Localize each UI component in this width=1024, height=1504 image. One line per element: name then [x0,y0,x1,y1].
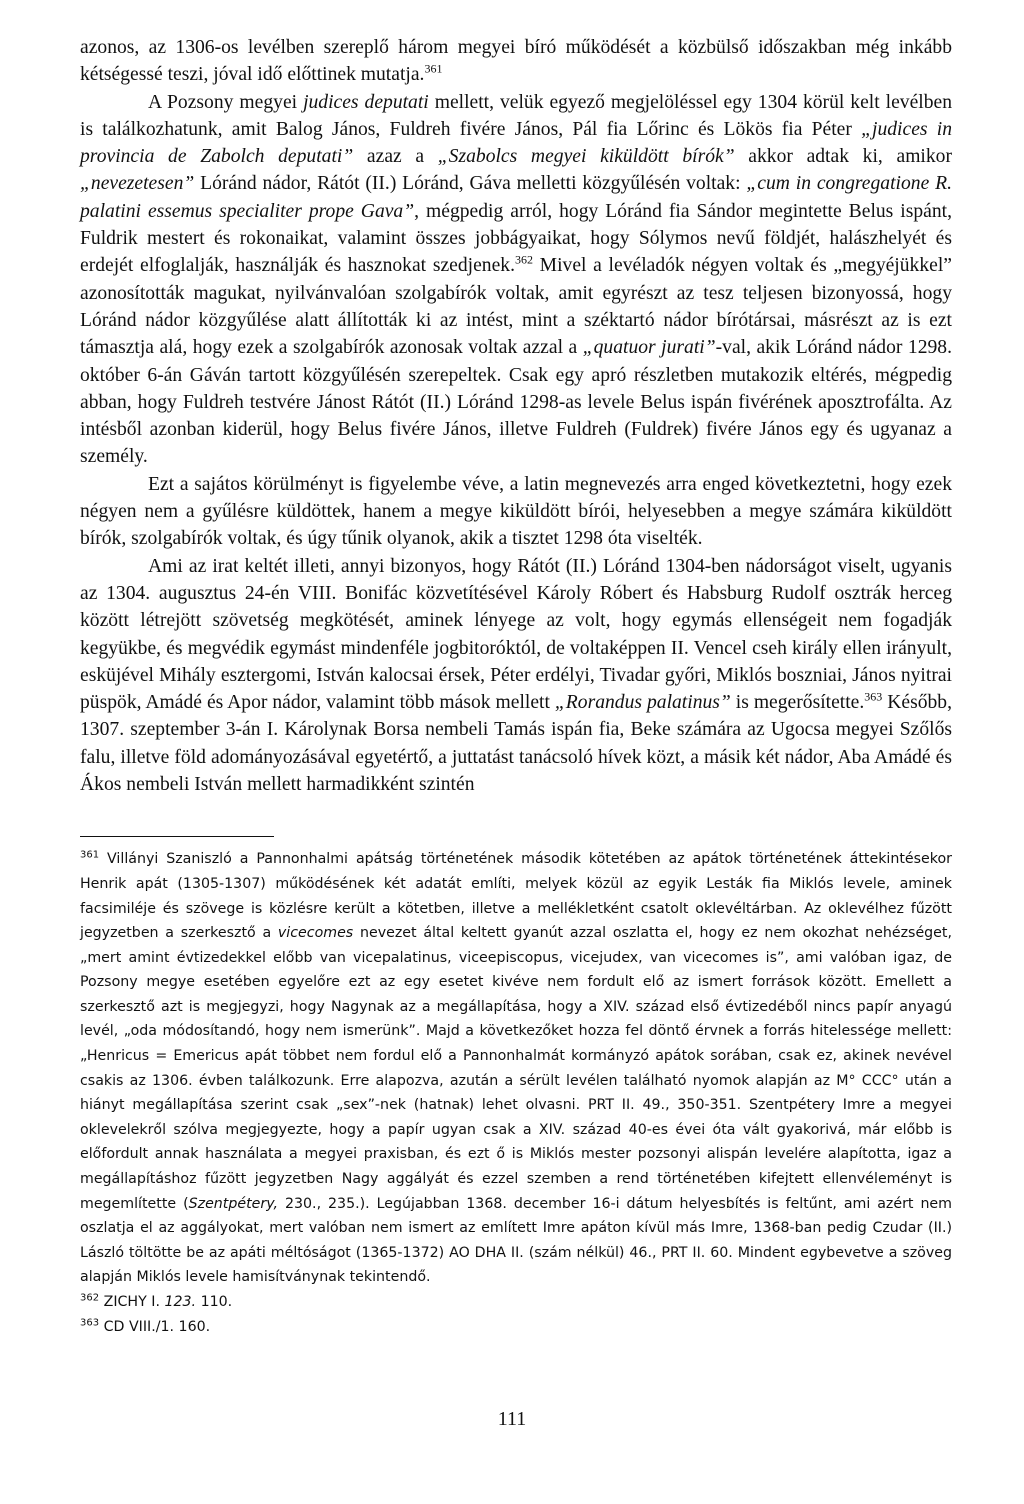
paragraph-3: Ezt a sajátos körülményt is figyelembe véve, a latin megnevezés arra enged következtetni, hogy ezek négyen nem a gyűlésre küldöttek, hanem a megye kiküldött bírói, helyesebben a megye számára kiküldött bírók, szolgabírók voltak, és úgy tűnik olyanok, akik a tisztet 1298 óta viselték. [80,473,952,550]
paragraph-2: A Pozsony megyei judices deputati mellett, velük egyező megjelöléssel egy 1304 körül kelt levélben is találkozhatunk, amit Balog János, Fuldreh fivére János, Pál fia Lőrinc és Lökös fia Péter „judices in provincia de Zabolch deputati” azaz a „Szabolcs megyei kiküldött bírók” akkor adtak ki, amikor „nevezetesen” Lóránd nádor, Rátót (II.) Lóránd, Gáva melletti közgyűlésén voltak: „cum in congregatione R. palatini essemus specialiter prope Gava”, mégpedig arról, hogy Lóránd fia Sándor megintette Belus ispánt, Fuldrik mestert és rokonaikat, valamint összes jobbágyaikat, hogy Sólymos nevű földjét, halászhelyét és erdejét elfoglalják, használják és hasznokat szedjenek.$^{362}$ Mivel a levéladók négyen voltak és „megyéjükkel” azonosították magukat, nyilvánvalóan szolgabírók voltak, amit egyrészt az tesz teljesen bizonyossá, hogy Lóránd nádor közgyűlése alatt állították ki az intést, mint a széktartó nádor bírótársai, másrészt az is ezt támasztja alá, hogy ezek a szolgabírók azonosak voltak azzal a „quatuor jurati”-val, akik Lóránd nádor 1298. október 6-án Gáván tartott közgyűlésén szerepeltek. Csak egy apró részletben mutakozik eltérés, mégpedig abban, hogy Fuldreh testvére Jánost Rátót (II.) Lóránd 1298-as levele Belus ispán fivérének aposztrofálta. Az intésből azonban kiderül, hogy Belus fivére János, illetve Fuldreh (Fuldrek) fivére János egy és ugyanaz a személy. [80,91,953,468]
paragraph-1: azonos, az 1306-os levélben szereplő három megyei bíró működését a közbülső időszakban még inkább kétségessé teszi, jóval idő előttinek mutatja.$^{361}$ [80,37,952,86]
footnote-divider [80,836,274,837]
footnote-363: $^{363}$ CD VIII./1. 160. [80,1316,211,1335]
main-text [80,34,952,798]
footnote-361: $^{361}$ Villányi Szaniszló a Pannonhalmi apátság történetének második kötetében az apátok történetének áttekintésekor Henrik apát (1305-1307) működésének két adatát említi, melyek közül az egyik Lesták fia Miklós levele, aminek facsimiléje és szövege is közlésre került a kötetben, illetve a mellékletként csatolt oklevéltárban. Az oklevélhez fűzött jegyzetben a szerkesztő a vicecomes nevezet által keltett gyanút azzal oszlatta el, hogy ez nem okozhat nehézséget, „mert amint évtizedekkel előbb van vicepalatinus, viceepiscopus, vicejudex, van vicecomes is”, ami valóban igaz, de Pozsony megye esetében egyelőre ezt az egy esetet kivéve nem fordult elő az ismert források között. Emellett a szerkesztő azt is megjegyzi, hogy Nagynak az a megállapítása, hogy a XIV. század első évtizedéből nincs papír anyagú levél, „oda módosítandó, hogy nem ismerünk”. Majd a következőket hozza fel döntő érvnek a forrás hitelessége mellett: „Henricus = Emericus apát többet nem fordul elő a Pannonhalmát kormányzó apátok sorában, csak ez, akinek nevével csakis az 1306. évben találkozunk. Erre alapozva, azután a sérült levélen található nyomok alapján az M° CCC° után a hiányt megállapítása szerint csak „sex”-nek (hatnak) lehet olvasni. PRT II. 49., 350-351. Szentpétery Imre a megyei oklevelekről szólva megjegyezte, hogy a papír ugyan csak a XIV. század 40-es évei óta vált gyakorivá, már előbb is előfordult annak használata a megyei praxisban, és ezt ő is Miklós mester pozsonyi alispán levelére alapította, igaz a megállapításhoz fűzött jegyzetben Nagy aggályát és ezzel szemben a rend történetében kifejtett ellenvéleményt is megemlítette (Szentpétery, 230., 235.). Legújabban 1368. december 16-i dátum helyesbítés is feltűnt, ami azért nem oszlatja el az aggályokat, mert valóban nem ismert az említett Imre apáton kívül más Imre, 1368-ban pedig Czudar (II.) László töltötte be az apáti méltóságot (1365-1372) AO DHA II. (szám nélkül) 46., PRT II. 60. Mindent egybevetve a szöveg alapján Miklós levele hamisítványnak tekintendő. [80,849,952,1286]
paragraph-4: Ami az irat keltét illeti, annyi bizonyos, hogy Rátót (II.) Lóránd 1304-ben nádorságot viselt, ugyanis az 1304. augusztus 24-én VIII. Bonifác közvetítésével Károly Róbert és Habsburg Rudolf osztrák herceg között létrejött szövetség megkötését, aminek lényege az volt, hogy egymás ellenségeit nem fogadják kegyükbe, és megvédik egymást mindenféle jogbitoróktól, de voltaképpen II. Vencel cseh király ellen irányult, esküjével Mihály esztergomi, István kalocsai érsek, Péter erdélyi, Tivadar győri, Miklós boszniai, János nyitrai püspök, Amádé és Apor nádor, valamint több mások mellett „Rorandus palatinus” is megerősítette.$^{363}$ Később, 1307. szeptember 3-án I. Károlynak Borsa nembeli Tamás ispán fia, Beke számára az Ugocsa megyei Szőlős falu, illetve föld adományozásával egyetértő, a juttatást tanácsoló hívek közt, a másik két nádor, Aba Amádé és Ákos nembeli István mellett harmadikként szintén [80,555,952,796]
footnote-ref-362[interactable]: 362 [514,252,533,267]
footnotes [80,847,952,1339]
page-number: 111 [497,1408,527,1430]
footnote-ref-361[interactable]: 361 [424,61,443,76]
footnote-ref-363[interactable]: 363 [864,689,883,704]
footnote-362: $^{362}$ ZICHY I. 123. 110. [80,1292,233,1310]
page [80,34,952,1339]
